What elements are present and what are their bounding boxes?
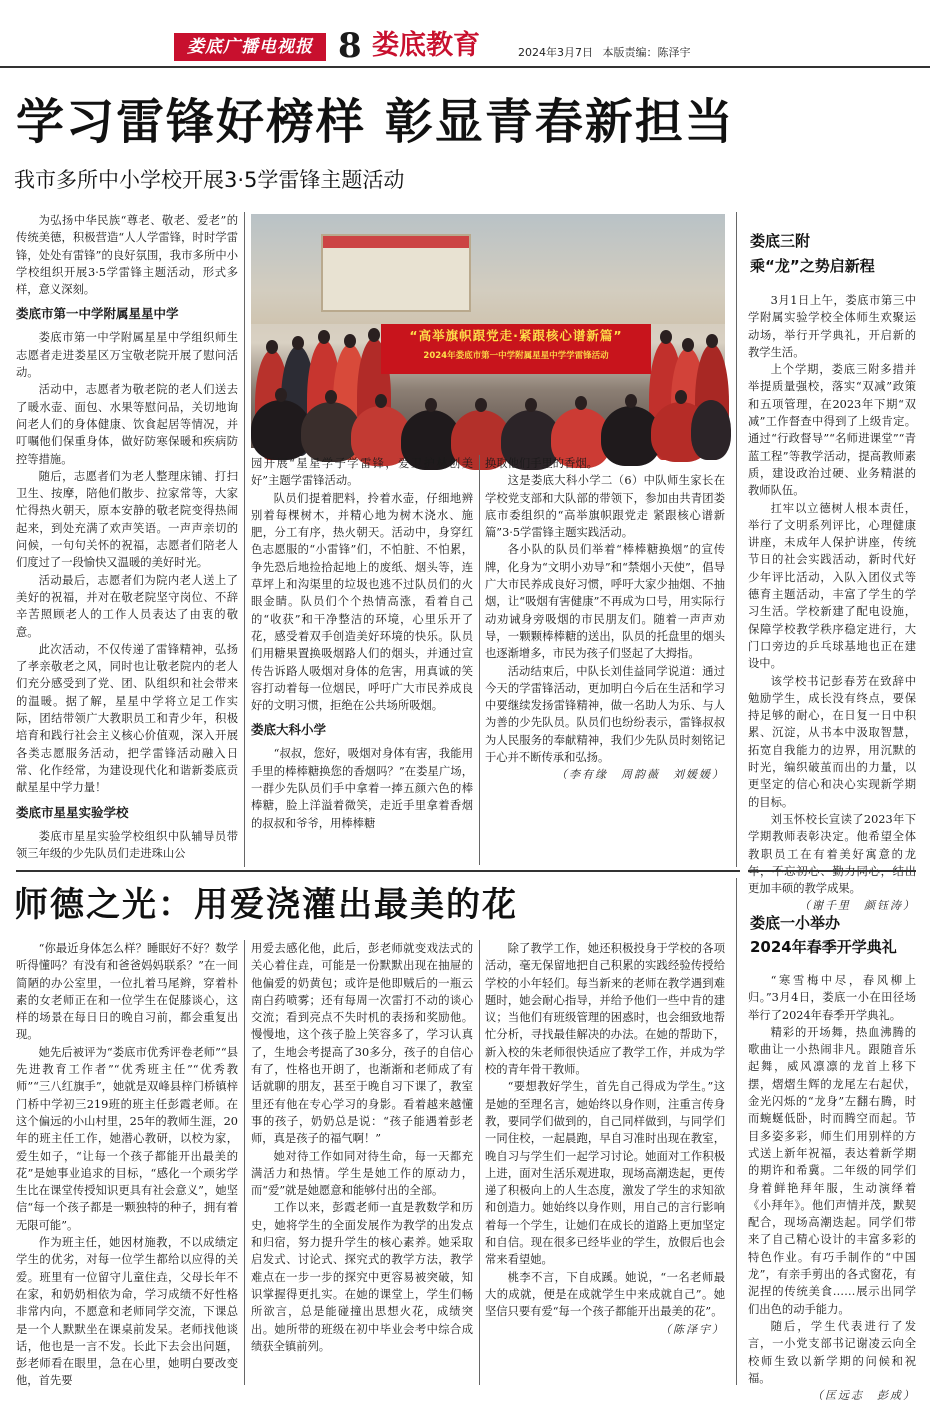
paragraph: 工作以来，彭霞老师一直是教数学和历史，她将学生的全面发展作为教学的出发点和归宿，努力提升学生的核心素养。她采取启发式、讨论式、探究式的教学方法，教学难点在一步一步的探究中更容易被突破，知识掌握得更扎实。在她的课堂上，学生们畅所欲言，总是能碰撞出思想火花，成绩突出。她所带的班级在初中毕业会考中综合成绩获全镇前列。 [251, 1201, 473, 1353]
paragraph: 上个学期，娄底三附多措并举提质量强校，落实“双减”政策和五项管理，在2023年下期“双减”工作督查中得到了上级肯定。通过“行政督导”“名师进课堂”“青蓝工程”等教学活动，提高教师素质，建设政治过硬、业务精湛的教师队伍。 [748, 363, 916, 498]
sidebar2-byline: （匡远志 彭成） [812, 1389, 916, 1403]
article2-column-3 [485, 940, 725, 1385]
paragraph: “叔叔，您好，吸烟对身体有害，我能用手里的棒棒糖换您的香烟吗？”在娄星广场，一群少先队员们手中拿着一捧五颜六色的棒棒糖，脸上洋溢着微笑，走近手里拿着香烟的叔叔和爷爷，用棒棒糖 [251, 747, 473, 830]
paragraph: “要想教好学生，首先自己得成为学生。”这是她的至理名言，她始终以身作则，注重言传身教，要同学们做到的，自己同样做到，与同学们一同住校，一起晨跑，早自习准时出现在教室，晚自习与学生们一起学习讨论。她面对工作积极上进，面对生活乐观进取，现场高潮迭起，更传递了积极向上的人生态度，激发了学生的求知欲和创造力。她始终以身作则，用自己的言行影响着每一个学生，让她们在成长的道路上更加坚定和自信。现在很多已经毕业的学生，放假后也会常来看望她。 [485, 1080, 725, 1267]
paragraph: 活动中，志愿者为敬老院的老人们送去了暖水壶、面包、水果等慰问品，关切地询问老人们的身体健康、饮食起居等情况，并叮嘱他们保重身体，做好防寒保暖和疾病防控等措施。 [16, 383, 238, 466]
paragraph: 她对待工作如同对待生命，每一天都充满活力和热情。学生是她工作的原动力，而“爱”就是她愿意和能够付出的全部。 [251, 1149, 473, 1198]
article2-column-2 [251, 940, 473, 1385]
photo-banner-line1: “高举旗帜跟党走·紧跟核心谱新篇” [409, 328, 623, 343]
sidebar2-body [748, 972, 916, 1403]
masthead-rule [0, 66, 930, 68]
column-divider [244, 940, 245, 1385]
paragraph: 各小队的队员们举着“棒棒糖换烟”的宣传牌，化身为“文明小劝导”和“禁烟小天使”，倡导广大市民养成良好习惯，呼吁大家少抽烟、不抽烟，让“吸烟有害健康”不再成为口号，用实际行动劝诫身旁吸烟的市民朋友们。随着一声声劝导，一颗颗棒棒糖的送出，队员的托盘里的烟头也逐渐增多，市民为孩子们竖起了大拇指。 [485, 543, 725, 661]
paragraph: “寒雪梅中尽，春风柳上归。”3月4日，娄底一小在田径场举行了2024年春季开学典礼。 [748, 974, 916, 1022]
paragraph: 她先后被评为“娄底市优秀评卷老师”“县先进教育工作者”“优秀班主任”“优秀教师”“三八红旗手”，她就是双峰县梓门桥镇梓门桥中学初三219班的班主任彭霞老师。在这个偏远的小山村里，25年的教师生涯，20年的班主任工作，她潜心教研，以校为家，爱生如子，“让每一个孩子都能开出最美的花”是她事业追求的目标，“感化一个顽劣学生比在课堂传授知识更具有社会意义”，她坚信“每一个孩子都是一颗独特的种子，拥有着无限可能”。 [16, 1045, 238, 1232]
article1-column-1 [16, 212, 238, 862]
sidebar2-title-line2: 2024年春季开学典礼 [750, 938, 897, 956]
paragraph: 园开展“星星学子学雷锋，爱卫护林创美好”主题学雷锋活动。 [251, 457, 473, 488]
subheading-xingxing-experimental: 娄底市星星实验学校 [16, 804, 129, 820]
paragraph: 作为班主任，她因材施教，不以成绩定学生的优劣，对每一位学生都给以应得的关爱。班里有一位留守儿童住垚，父母长年不在家，和奶奶相依为命，学习成绩不好性格非常内向，不愿意和老师同学交流，下课总是一个人默默坐在课桌前发呆。老师找他谈话，他也是一言不发。长此下去会出问题，彭老师看在眼里，急在心里，她明白要改变他，首先要 [16, 1236, 238, 1388]
sidebar1-byline: （谢千里 颜钰涛） [799, 899, 916, 913]
sidebar1-title-line2: 乘“龙”之势启新程 [750, 257, 875, 275]
sidebar2-title-line1: 娄底一小举办 [750, 914, 841, 932]
article2-byline: （陈泽宇） [660, 1322, 725, 1336]
sidebar1-title-line1: 娄底三附 [750, 232, 811, 250]
section-name: 娄底教育 [372, 30, 480, 61]
paragraph: 此次活动，不仅传递了雷锋精神，弘扬了孝亲敬老之风，同时也让敬老院内的老人们充分感受到了党、团、队组织和社会带来的温暖。据了解，星星中学将立足工作实际，团结带领广大教职员工和青少年，积极培育和践行社会主义核心价值观，深入开展各类志愿服务活动，把学雷锋活动融入日常、化作经常，为建设现代化和谐新娄底贡献星星中学力量！ [16, 642, 238, 795]
section-divider-right [748, 870, 916, 872]
paragraph: 随后，学生代表进行了发言，一小党支部书记谢凌云向全校师生致以新学期的问候和祝福。 [748, 1319, 916, 1385]
main-headline: 学习雷锋好榜样 彰显青春新担当 [16, 94, 735, 150]
paragraph: 队员们提着肥料，拎着水壶，仔细地辨别着每棵树木，并精心地为树木浇水、施肥，分工有序，热火朝天。活动中，身穿红色志愿服的“小雷锋”们，不怕脏、不怕累，争先恐后地捡拾起地上的废纸、烟头等，连草坪上和沟渠里的垃圾也逃不过队员们的火眼金睛。队员们个个热情高涨，看着自己的“收获”和干净整洁的环境，心里乐开了花，感受着双手创造美好环境的快乐。队员们用糖果置换吸烟路人们的烟头，并通过宣传告诉路人吸烟对身体的危害，用真诚的笑容打动着每一位烟民，呼吁广大市民养成良好的文明习惯，拒绝在公共场所吸烟。 [251, 491, 473, 713]
article1-column-3 [485, 455, 725, 865]
dateline [518, 44, 697, 60]
article1-intro: 为弘扬中华民族“尊老、敬老、爱老”的传统美德，积极营造“人人学雷锋，时时学雷锋，处处有雷锋”的良好氛围，我市多所中小学校组织开展3·5学雷锋主题活动，形式多样，意义深刻。 [16, 214, 238, 297]
paragraph: 娄底市星星实验学校组织中队辅导员带领三年级的少先队员们走进珠山公 [16, 829, 238, 860]
article1-column-2 [251, 455, 473, 865]
newspaper-brand: 娄底广播电视报 [174, 33, 326, 61]
group-photo [251, 214, 725, 448]
paragraph: 该学校书记彭春芳在致辞中勉励学生，成长没有终点，要保持足够的耐心，在日复一日中积累、沉淀，从书本中汲取智慧，拓宽自我能力的边界，用沉默的时光，编织破茧而出的力量，以更坚定的信心和决心实现新学期的目标。 [748, 674, 916, 809]
paragraph: 精彩的开场舞，热血沸腾的歌曲让一小热闹非凡。跟随音乐起舞，威风凛凛的龙首上移下摆，熠熠生辉的龙尾左右起伏，金光闪烁的“龙身”左翻右腾，时而蜿蜒低卧，时而腾空而起。节目多姿多彩，师生们用别样的方式送上新年祝福，表达着新学期的期许和希冀。二年级的同学们身着鲜艳拜年服，生动演绎着《小拜年》。他们声情并茂，默契配合，现场高潮迭起。同学们带来了自己精心设计的丰富多彩的特色作业。有巧手制作的“中国龙”，有亲手剪出的各式窗花，有泥捏的传统美食……展示出同学们出色的动手能力。 [748, 1025, 916, 1316]
second-headline: 师德之光：用爱浇灌出最美的花 [14, 885, 518, 925]
paragraph: 3月1日上午，娄底市第三中学附属实验学校全体师生欢聚运动场，举行开学典礼，开启新的教学生活。 [748, 294, 916, 359]
paragraph: 随后，志愿者们为老人整理床铺、打扫卫生、按摩，陪他们散步、拉家常等，大家忙得热火朝天，原本安静的敬老院变得热闹起来，到处充满了欢声笑语。一声声亲切的问候，一句句关怀的祝福，志愿者们陪老人们度过了一段愉快又温暖的美好时光。 [16, 469, 238, 570]
column-divider [244, 212, 245, 867]
photo-banner [381, 324, 651, 374]
sidebar1-body [748, 292, 916, 913]
paragraph: “你最近身体怎么样？睡眠好不好？数学听得懂吗？有没有和爸爸妈妈联系？”在一间简陋的办公室里，一位扎着马尾辫，穿着朴素的女老师正在和一位学生在促膝谈心，这样的场景在每日日的晚自习前，都会重复出现。 [16, 942, 238, 1042]
column-divider [479, 455, 480, 865]
masthead [0, 0, 930, 70]
paragraph: 娄底市第一中学附属星星中学组织师生志愿者走进娄星区万宝敬老院开展了慰问活动。 [16, 331, 238, 380]
section-divider [16, 870, 740, 872]
photo-banner-line2: 2024年娄底市第一中学附属星星中学学雷锋活动 [423, 351, 609, 361]
photo-notice-board [321, 234, 471, 312]
main-subhead: 我市多所中小学校开展3·5学雷锋主题活动 [14, 168, 405, 192]
column-divider [736, 212, 737, 867]
subheading-dake-primary: 娄底大科小学 [251, 722, 327, 738]
column-divider [736, 878, 737, 1385]
page-editor: 本版责编：陈泽宇 [602, 46, 691, 59]
subheading-xingxing-middle: 娄底市第一中学附属星星中学 [16, 306, 179, 322]
paragraph: 活动最后，志愿者们为院内老人送上了美好的祝福，并对在敬老院坚守岗位、不辞辛苦照顾老人的工作人员表达了由衷的敬意。 [16, 573, 238, 639]
paragraph: 除了教学工作，她还积极投身于学校的各项活动，毫无保留地把自己积累的实践经验传授给学校的小年轻们。每当新来的老师在教学遇到难题时，她会耐心指导，并给予他们一些中肯的建议；当他们有班级管理的困惑时，也会细致地帮忙分析，寻找最佳解决的办法。在她的帮助下，新入校的朱老师很快适应了教学工作，并成为学校的青年骨干教师。 [485, 942, 725, 1077]
article1-byline: （李有缘 周韵薇 刘媛媛） [556, 768, 725, 782]
paragraph: 桃李不言，下自成蹊。她说，“一名老师最大的成就，便是在成就学生中来成就自己”。她坚信只要有爱“每一个孩子都能开出最美的花”。 [485, 1270, 725, 1319]
paragraph: 刘玉怀校长宣读了2023年下学期教师表彰决定。他希望全体教职员工在有着美好寓意的龙 更加丰硕的教学成果。 [748, 812, 916, 896]
article2-column-1 [16, 940, 238, 1388]
page-number: 8 [338, 26, 362, 66]
paragraph: 扛牢以立德树人根本责任，举行了文明系列评比，心理健康讲座，未成年人保护讲座，传统节日的社会实践活动，新时代好少年评比活动，入队入团仪式等德育主题活动，丰富了学生的学习生活。学校新建了配电设施，保障学校教学秩序稳定进行，大门口旁边的乒乓球基地也正在建设中。 [748, 501, 916, 671]
paragraph: 这是娄底大科小学二（6）中队师生家长在学校党支部和大队部的带领下，参加由共青团娄底市委组织的“高举旗帜跟党走 紧跟核心谱新篇”3·5学雷锋主题实践活动。 [485, 474, 725, 540]
column-divider [479, 940, 480, 1385]
paragraph: 用爱去感化他，此后，彭老师就变戏法式的关心着住垚，可能是一份默默出现在抽屉的他偏爱的奶黄包；或许是他即贼后的一瓶云南白药喷雾；还有每周一次雷打不动的谈心交流；看到亮点不失时机的表扬和奖励他。慢慢地，这个孩子脸上笑容多了，学习认真了，生地会考提高了30多分，孩子的自信心有了，性格也开朗了，也渐渐和老师成了有话就聊的朋友，甚至于晚自习下课了，教室里还有他在专心学习的身影。看着越来越懂事的孩子，奶奶总是说：“孩子能遇着彭老师，真是孩子的福气啊！” [251, 942, 473, 1146]
paragraph: 活动结束后，中队长刘佳益同学说道：通过今天的学雷锋活动，更加明白今后在生活和学习中要继续发扬雷锋精神，做一名助人为乐、与人为善的少先队员。队员们也纷纷表示，雷锋叔叔为人民服务的奉献精神，我们少先队员时刻铭记于心并不断传承和弘扬。 [485, 664, 725, 765]
paragraph: 换取他们手里的香烟。 [485, 457, 598, 470]
issue-date: 2024年3月7日 [518, 46, 593, 59]
